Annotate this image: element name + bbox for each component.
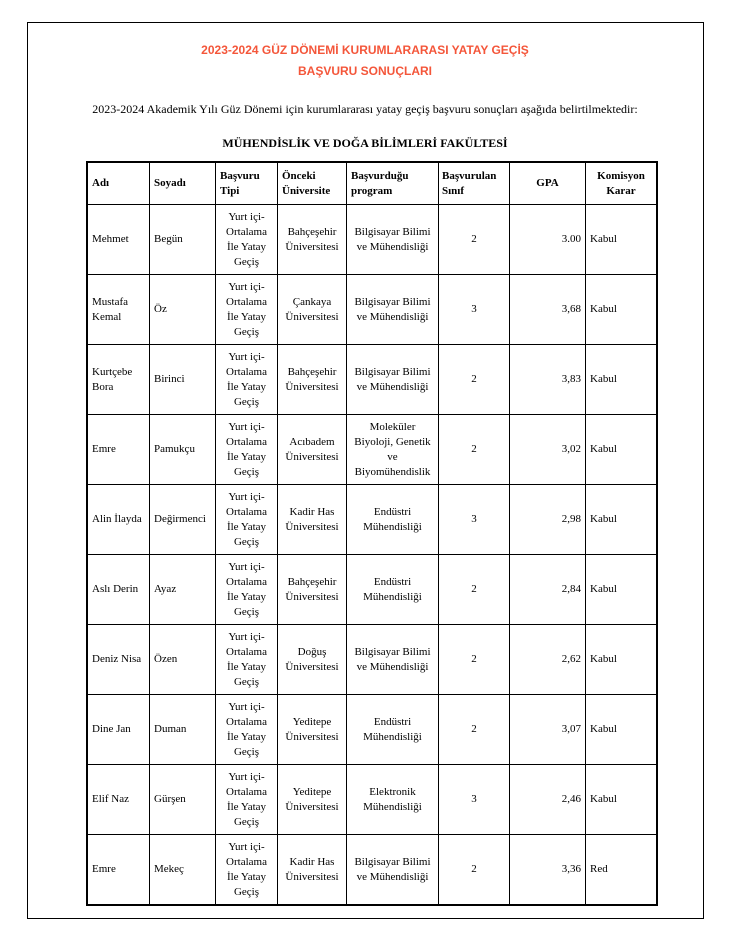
- cell-basvuru-tipi: Yurt içi-Ortalama İle Yatay Geçiş: [216, 205, 278, 275]
- cell-basvurulan-sinif: 2: [439, 695, 510, 765]
- cell-soyadi: Ayaz: [150, 555, 216, 625]
- document-subtitle: BAŞVURU SONUÇLARI: [297, 64, 432, 78]
- cell-komisyon-karar: Kabul: [586, 205, 657, 275]
- table-row: [88, 275, 657, 345]
- cell-soyadi: Değirmenci: [150, 485, 216, 555]
- results-table: [87, 162, 657, 905]
- cell-adi: Dine Jan: [88, 695, 150, 765]
- cell-soyadi: Mekeç: [150, 835, 216, 905]
- table-row: [88, 205, 657, 275]
- cell-basvuru-tipi: Yurt içi-Ortalama İle Yatay Geçiş: [216, 555, 278, 625]
- cell-adi: Mustafa Kemal: [88, 275, 150, 345]
- cell-soyadi: Begün: [150, 205, 216, 275]
- cell-gpa: 2,62: [510, 625, 586, 695]
- table-row: [88, 625, 657, 695]
- cell-adi: Kurtçebe Bora: [88, 345, 150, 415]
- table-row: [88, 555, 657, 625]
- cell-komisyon-karar: Kabul: [586, 275, 657, 345]
- cell-onceki-universite: Kadir Has Üniversitesi: [278, 485, 347, 555]
- cell-basvurulan-sinif: 3: [439, 485, 510, 555]
- cell-soyadi: Öz: [150, 275, 216, 345]
- cell-basvuru-tipi: Yurt içi-Ortalama İle Yatay Geçiş: [216, 835, 278, 905]
- cell-komisyon-karar: Kabul: [586, 345, 657, 415]
- cell-onceki-universite: Acıbadem Üniversitesi: [278, 415, 347, 485]
- cell-basvurulan-sinif: 2: [439, 835, 510, 905]
- cell-komisyon-karar: Kabul: [586, 485, 657, 555]
- cell-onceki-universite: Yeditepe Üniversitesi: [278, 695, 347, 765]
- cell-adi: Aslı Derin: [88, 555, 150, 625]
- faculty-heading: MÜHENDİSLİK VE DOĞA BİLİMLERİ FAKÜLTESİ: [222, 136, 508, 150]
- cell-basvurdugu-program: Endüstri Mühendisliği: [347, 485, 439, 555]
- cell-adi: Deniz Nisa: [88, 625, 150, 695]
- cell-basvurulan-sinif: 3: [439, 765, 510, 835]
- cell-basvuru-tipi: Yurt içi-Ortalama İle Yatay Geçiş: [216, 275, 278, 345]
- header-onceki-universite: Önceki Üniversite: [278, 163, 347, 205]
- cell-soyadi: Pamukçu: [150, 415, 216, 485]
- cell-basvurdugu-program: Bilgisayar Bilimi ve Mühendisliği: [347, 275, 439, 345]
- intro-paragraph: 2023-2024 Akademik Yılı Güz Dönemi için kurumlararası yatay geçiş başvuru sonuçları aşağıda belirtilmektedir:: [92, 102, 638, 116]
- cell-komisyon-karar: Red: [586, 835, 657, 905]
- table-row: [88, 485, 657, 555]
- header-adi: Adı: [88, 163, 150, 205]
- table-row: [88, 835, 657, 905]
- cell-gpa: 3,83: [510, 345, 586, 415]
- cell-soyadi: Birinci: [150, 345, 216, 415]
- cell-onceki-universite: Yeditepe Üniversitesi: [278, 765, 347, 835]
- cell-onceki-universite: Bahçeşehir Üniversitesi: [278, 205, 347, 275]
- cell-komisyon-karar: Kabul: [586, 695, 657, 765]
- cell-basvurulan-sinif: 2: [439, 205, 510, 275]
- cell-soyadi: Duman: [150, 695, 216, 765]
- cell-basvurdugu-program: Elektronik Mühendisliği: [347, 765, 439, 835]
- cell-gpa: 2,84: [510, 555, 586, 625]
- cell-komisyon-karar: Kabul: [586, 765, 657, 835]
- cell-gpa: 2,98: [510, 485, 586, 555]
- header-basvurdugu-program: Başvurduğu program: [347, 163, 439, 205]
- cell-adi: Alin İlayda: [88, 485, 150, 555]
- cell-gpa: 3,68: [510, 275, 586, 345]
- cell-basvurdugu-program: Bilgisayar Bilimi ve Mühendisliği: [347, 835, 439, 905]
- cell-basvurdugu-program: Endüstri Mühendisliği: [347, 695, 439, 765]
- cell-gpa: 3,02: [510, 415, 586, 485]
- cell-basvurdugu-program: Moleküler Biyoloji, Genetik ve Biyomühendislik: [347, 415, 439, 485]
- table-row: [88, 765, 657, 835]
- cell-adi: Emre: [88, 835, 150, 905]
- cell-basvurdugu-program: Bilgisayar Bilimi ve Mühendisliği: [347, 625, 439, 695]
- cell-onceki-universite: Bahçeşehir Üniversitesi: [278, 345, 347, 415]
- table-row: [88, 695, 657, 765]
- header-gpa: GPA: [510, 163, 586, 205]
- cell-onceki-universite: Kadir Has Üniversitesi: [278, 835, 347, 905]
- table-row: [88, 415, 657, 485]
- cell-adi: Emre: [88, 415, 150, 485]
- cell-basvuru-tipi: Yurt içi-Ortalama İle Yatay Geçiş: [216, 345, 278, 415]
- cell-basvurdugu-program: Endüstri Mühendisliği: [347, 555, 439, 625]
- cell-basvuru-tipi: Yurt içi-Ortalama İle Yatay Geçiş: [216, 485, 278, 555]
- cell-gpa: 2,46: [510, 765, 586, 835]
- cell-komisyon-karar: Kabul: [586, 625, 657, 695]
- cell-gpa: 3,36: [510, 835, 586, 905]
- cell-basvuru-tipi: Yurt içi-Ortalama İle Yatay Geçiş: [216, 695, 278, 765]
- table-body: [88, 205, 657, 905]
- cell-basvuru-tipi: Yurt içi-Ortalama İle Yatay Geçiş: [216, 765, 278, 835]
- cell-basvurdugu-program: Bilgisayar Bilimi ve Mühendisliği: [347, 345, 439, 415]
- cell-komisyon-karar: Kabul: [586, 555, 657, 625]
- cell-basvurulan-sinif: 3: [439, 275, 510, 345]
- cell-basvurulan-sinif: 2: [439, 625, 510, 695]
- cell-onceki-universite: Bahçeşehir Üniversitesi: [278, 555, 347, 625]
- cell-basvurulan-sinif: 2: [439, 345, 510, 415]
- cell-basvuru-tipi: Yurt içi-Ortalama İle Yatay Geçiş: [216, 415, 278, 485]
- header-soyadi: Soyadı: [150, 163, 216, 205]
- cell-onceki-universite: Çankaya Üniversitesi: [278, 275, 347, 345]
- header-basvurulan-sinif: Başvurulan Sınıf: [439, 163, 510, 205]
- cell-soyadi: Gürşen: [150, 765, 216, 835]
- cell-basvurulan-sinif: 2: [439, 555, 510, 625]
- document-title: 2023-2024 GÜZ DÖNEMİ KURUMLARARASI YATAY GEÇİŞ: [201, 43, 529, 57]
- cell-gpa: 3,07: [510, 695, 586, 765]
- cell-basvurulan-sinif: 2: [439, 415, 510, 485]
- header-basvuru-tipi: Başvuru Tipi: [216, 163, 278, 205]
- cell-onceki-universite: Doğuş Üniversitesi: [278, 625, 347, 695]
- cell-adi: Elif Naz: [88, 765, 150, 835]
- header-komisyon-karar: Komisyon Karar: [586, 163, 657, 205]
- cell-gpa: 3.00: [510, 205, 586, 275]
- table-row: [88, 345, 657, 415]
- cell-basvuru-tipi: Yurt içi-Ortalama İle Yatay Geçiş: [216, 625, 278, 695]
- cell-basvurdugu-program: Bilgisayar Bilimi ve Mühendisliği: [347, 205, 439, 275]
- cell-komisyon-karar: Kabul: [586, 415, 657, 485]
- header-row: [88, 163, 657, 205]
- cell-adi: Mehmet: [88, 205, 150, 275]
- cell-soyadi: Özen: [150, 625, 216, 695]
